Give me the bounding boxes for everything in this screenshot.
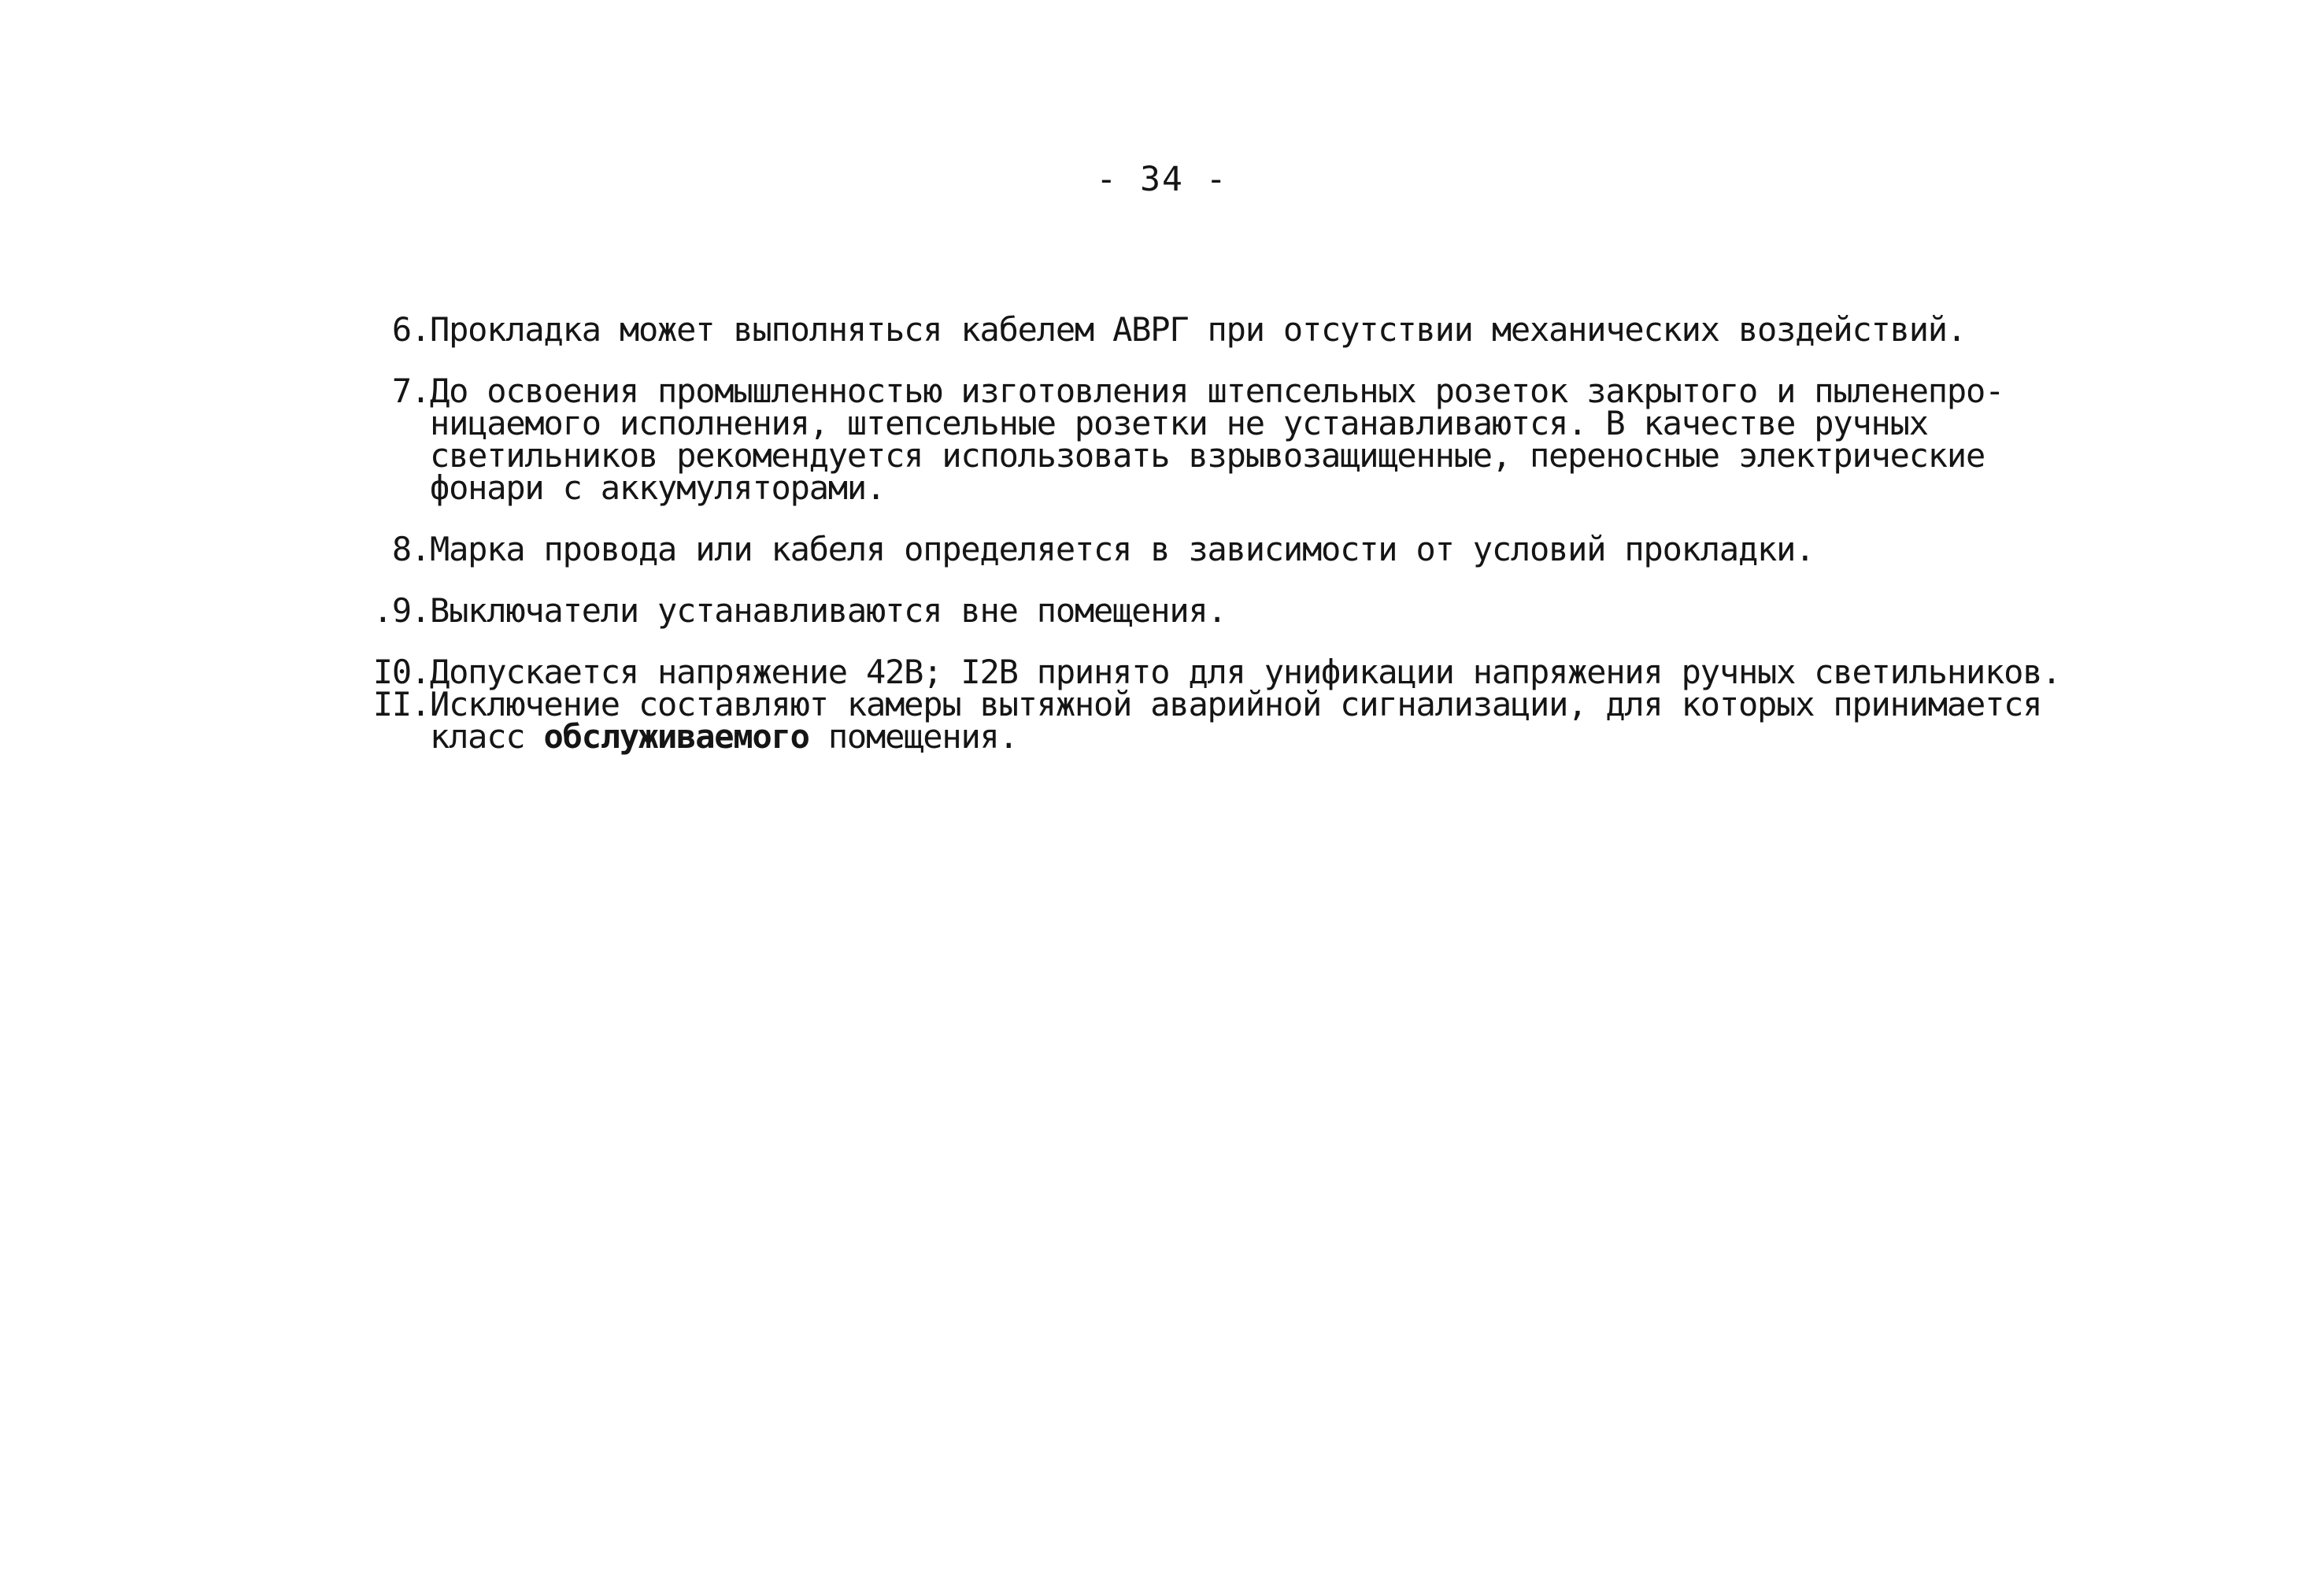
note-number: .9. — [372, 591, 430, 630]
note-line — [430, 717, 2181, 756]
note-line: светильников рекомендуется использовать взрывозащищенные, переносные электрические — [430, 436, 1985, 475]
page-number: - 34 - — [1096, 160, 1228, 199]
note-text — [430, 530, 2181, 568]
note-line: До освоения промышленностью изготовления штепсельных розеток закрытого и пыленепро- — [430, 372, 2004, 410]
note-line: фонари с аккумуляторами. — [430, 468, 886, 507]
note-text — [430, 310, 2181, 349]
note-line: Допускается напряжение 42В; I2В принято для унификации напряжения ручных светильников. — [430, 653, 2061, 691]
note-line-part: помещения. — [809, 717, 1018, 756]
note-number: 8. — [391, 530, 430, 568]
note-line: Исключение составляют камеры вытяжной аварийной сигнализации, для которых принимается — [430, 685, 2042, 723]
note-text — [430, 685, 2181, 756]
note-line: Прокладка может выполняться кабелем АВРГ при отсутствии механических воздействий. — [430, 310, 1966, 349]
note-item — [370, 310, 2181, 349]
note-item — [370, 653, 2181, 691]
note-item — [370, 530, 2181, 568]
note-item — [370, 685, 2181, 756]
note-item — [370, 591, 2181, 630]
note-text — [430, 372, 2181, 507]
note-number: I0. — [372, 653, 430, 691]
notes-list — [370, 310, 2181, 756]
note-text — [430, 653, 2181, 691]
note-line: Выключатели устанавливаются вне помещения. — [430, 591, 1227, 630]
note-line-part: класс — [430, 717, 544, 756]
note-number: II. — [372, 685, 430, 723]
note-item — [370, 372, 2181, 507]
note-number: 7. — [391, 372, 430, 410]
note-line: ницаемого исполнения, штепсельные розетки не устанавливаются. В качестве ручных — [430, 404, 1928, 442]
note-number: 6. — [391, 310, 430, 349]
emphasized-word: обслуживаемого — [543, 717, 809, 756]
note-line: Марка провода или кабеля определяется в зависимости от условий прокладки. — [430, 530, 1815, 568]
note-text — [430, 591, 2181, 630]
